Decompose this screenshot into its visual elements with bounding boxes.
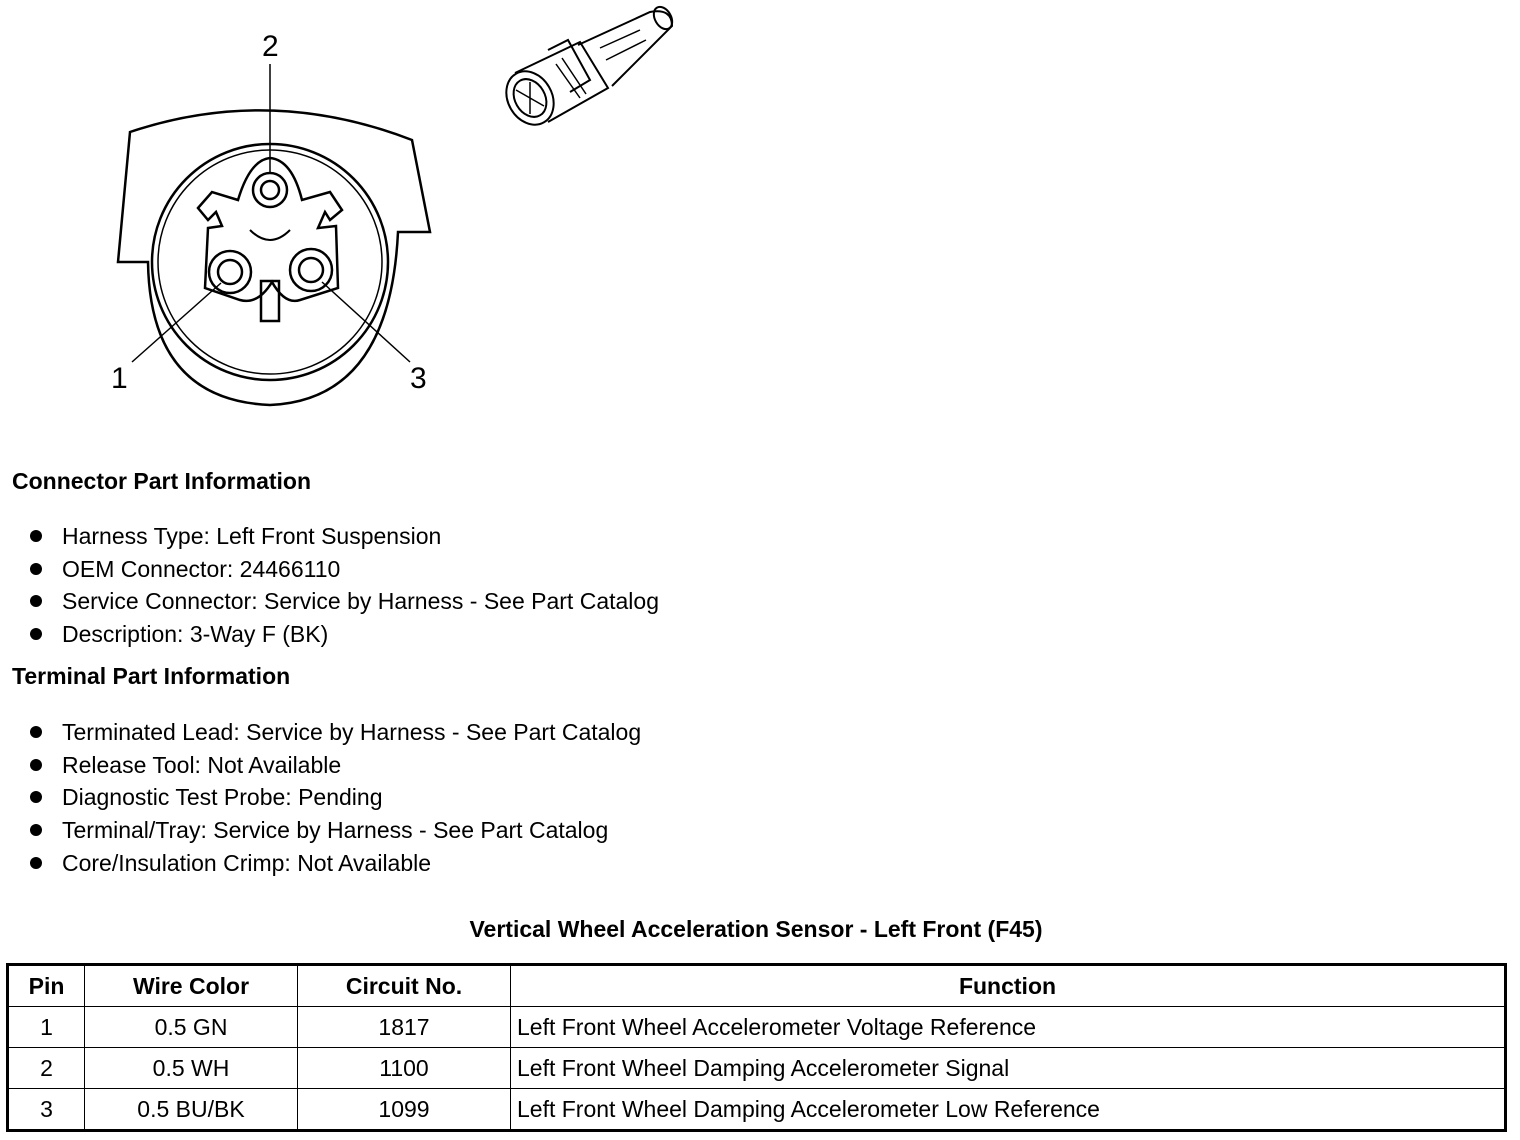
cell-pin: 3 xyxy=(8,1089,85,1131)
cell-pin: 2 xyxy=(8,1048,85,1089)
bullet-icon xyxy=(30,628,42,640)
pinout-table xyxy=(6,963,1507,1132)
list-item: Service Connector: Service by Harness - See Part Catalog xyxy=(0,585,659,618)
table-header-row xyxy=(8,965,1506,1007)
bullet-icon xyxy=(30,595,42,607)
bullet-icon xyxy=(30,791,42,803)
list-item: Terminated Lead: Service by Harness - See Part Catalog xyxy=(0,716,641,749)
cell-circuit-no: 1100 xyxy=(298,1048,511,1089)
list-item: OEM Connector: 24466110 xyxy=(0,553,659,586)
cell-wire-color: 0.5 BU/BK xyxy=(85,1089,298,1131)
bullet-icon xyxy=(30,857,42,869)
cell-function: Left Front Wheel Accelerometer Voltage Reference xyxy=(511,1007,1506,1048)
connector-part-info-heading: Connector Part Information xyxy=(12,468,312,494)
bullet-icon xyxy=(30,824,42,836)
table-row xyxy=(8,1007,1506,1048)
connector-part-info-list xyxy=(0,520,659,651)
list-item: Diagnostic Test Probe: Pending xyxy=(0,781,641,814)
cell-circuit-no: 1817 xyxy=(298,1007,511,1048)
col-header-pin: Pin xyxy=(8,965,85,1007)
terminal-part-info-list xyxy=(0,716,641,879)
cell-function: Left Front Wheel Damping Accelerometer Low Reference xyxy=(511,1089,1506,1131)
pin-3-label: 3 xyxy=(410,362,427,395)
pin-1-cavity xyxy=(209,251,251,293)
cell-function: Left Front Wheel Damping Accelerometer Signal xyxy=(511,1048,1506,1089)
connector-face xyxy=(152,144,388,380)
table-title: Vertical Wheel Acceleration Sensor - Left Front (F45) xyxy=(469,916,1043,942)
pin-1-label: 1 xyxy=(111,362,128,395)
pin-2-label: 2 xyxy=(262,30,279,63)
cell-pin: 1 xyxy=(8,1007,85,1048)
connector-perspective-illustration xyxy=(497,4,676,134)
pin-1-leader xyxy=(132,283,221,362)
list-item: Harness Type: Left Front Suspension xyxy=(0,520,659,553)
table-row xyxy=(8,1048,1506,1089)
connector-diagram xyxy=(0,0,700,430)
connector-housing xyxy=(118,110,430,405)
bullet-icon xyxy=(30,563,42,575)
bullet-icon xyxy=(30,759,42,771)
cell-wire-color: 0.5 GN xyxy=(85,1007,298,1048)
col-header-function: Function xyxy=(511,965,1506,1007)
list-item: Description: 3-Way F (BK) xyxy=(0,618,659,651)
pin-2-cavity xyxy=(253,173,287,207)
list-item: Terminal/Tray: Service by Harness - See Part Catalog xyxy=(0,814,641,847)
cell-circuit-no: 1099 xyxy=(298,1089,511,1131)
col-header-circuit-no: Circuit No. xyxy=(298,965,511,1007)
list-item: Core/Insulation Crimp: Not Available xyxy=(0,847,641,880)
bullet-icon xyxy=(30,726,42,738)
col-header-wire-color: Wire Color xyxy=(85,965,298,1007)
bullet-icon xyxy=(30,530,42,542)
pin-3-leader xyxy=(322,282,410,362)
list-item: Release Tool: Not Available xyxy=(0,749,641,782)
terminal-part-info-heading: Terminal Part Information xyxy=(12,663,291,689)
table-row xyxy=(8,1089,1506,1131)
cell-wire-color: 0.5 WH xyxy=(85,1048,298,1089)
